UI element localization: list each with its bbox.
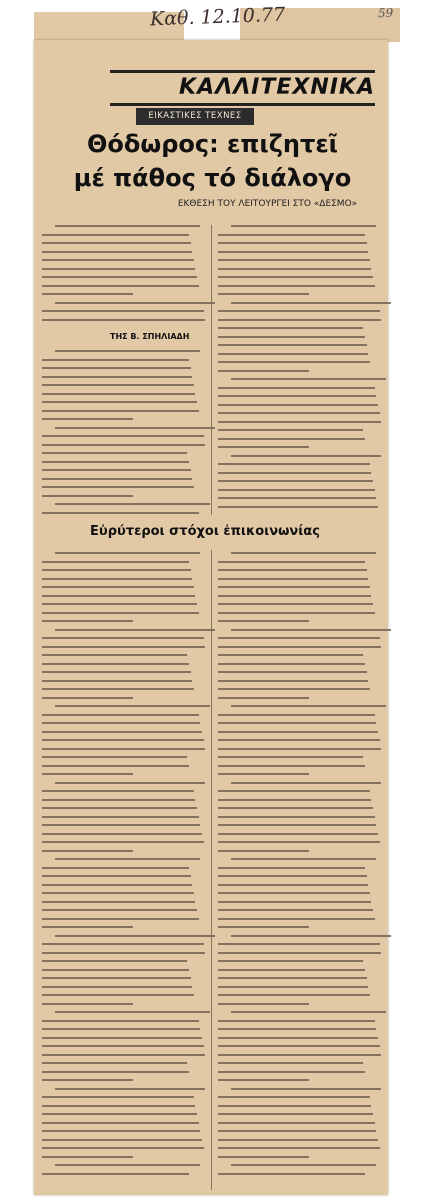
text-line — [218, 731, 378, 733]
column-divider-bottom — [211, 550, 212, 1190]
text-line — [42, 748, 205, 750]
text-line — [231, 378, 386, 380]
text-line — [42, 461, 189, 463]
text-line — [218, 310, 380, 312]
text-line — [218, 438, 365, 440]
text-line — [55, 350, 200, 352]
text-line — [42, 867, 189, 869]
text-line — [218, 1054, 381, 1056]
body-column-left-bottom — [42, 552, 207, 1181]
text-line — [42, 620, 133, 622]
text-line — [218, 370, 309, 372]
text-line — [55, 1164, 200, 1166]
text-line — [218, 463, 370, 465]
text-line — [218, 1096, 370, 1098]
text-line — [42, 435, 204, 437]
text-line — [218, 714, 375, 716]
text-line — [42, 909, 197, 911]
text-line — [218, 472, 371, 474]
text-line — [42, 595, 195, 597]
text-line — [42, 884, 192, 886]
text-line — [218, 595, 371, 597]
text-line — [218, 816, 375, 818]
text-line — [218, 892, 370, 894]
headline-line-1: Θόδωρος: επιζητεῖ — [86, 130, 339, 158]
text-line — [218, 293, 309, 295]
text-line — [218, 918, 375, 920]
text-line — [218, 875, 367, 877]
text-line — [218, 1147, 380, 1149]
text-line — [218, 506, 378, 508]
text-line — [42, 765, 189, 767]
text-line — [42, 1028, 200, 1030]
text-line — [218, 739, 380, 741]
body-column-right-top — [218, 225, 383, 514]
text-line — [231, 705, 386, 707]
text-line — [218, 336, 365, 338]
section-label: ΕΙΚΑΣΤΙΚΕΣ ΤΕΧΝΕΣ — [136, 108, 254, 125]
text-line — [42, 646, 205, 648]
handwritten-note: Καθ. 12.10.77 — [149, 3, 286, 31]
text-line — [218, 586, 370, 588]
text-line — [231, 302, 391, 304]
text-line — [218, 841, 380, 843]
text-line — [218, 646, 381, 648]
text-line — [218, 1062, 363, 1064]
text-line — [42, 1045, 204, 1047]
text-line — [218, 1079, 309, 1081]
text-line — [42, 486, 194, 488]
text-line — [218, 268, 371, 270]
text-line — [218, 799, 371, 801]
text-line — [42, 495, 133, 497]
text-line — [218, 497, 376, 499]
text-line — [218, 1020, 375, 1022]
text-line — [218, 285, 375, 287]
text-line — [218, 748, 381, 750]
text-line — [231, 1164, 376, 1166]
text-line — [218, 756, 363, 758]
text-line — [231, 858, 376, 860]
text-line — [218, 353, 368, 355]
text-line — [42, 756, 187, 758]
text-line — [42, 637, 204, 639]
section-banner: ΚΑΛΛΙΤΕΧΝΙΚΑ — [110, 70, 375, 106]
text-line — [218, 344, 367, 346]
text-line — [218, 251, 368, 253]
text-line — [218, 319, 381, 321]
text-line — [42, 807, 197, 809]
headline-line-2: μέ πάθος τό διάλογο — [73, 164, 352, 192]
text-line — [42, 1139, 202, 1141]
text-line — [218, 722, 376, 724]
text-line — [218, 242, 367, 244]
text-line — [218, 867, 365, 869]
article-byline: ΤΗΣ Β. ΣΠΗΛΙΑΔΗ — [110, 332, 190, 341]
text-line — [42, 1113, 197, 1115]
text-line — [42, 1037, 202, 1039]
text-line — [231, 782, 381, 784]
text-line — [42, 816, 199, 818]
text-line — [42, 680, 192, 682]
text-line — [218, 909, 373, 911]
text-line — [231, 552, 376, 554]
text-line — [231, 935, 391, 937]
text-line — [218, 1156, 309, 1158]
text-line — [42, 986, 192, 988]
text-line — [55, 782, 205, 784]
text-line — [218, 969, 365, 971]
text-line — [218, 395, 376, 397]
text-line — [42, 452, 187, 454]
text-line — [218, 977, 367, 979]
article-subtitle: ΕΚΘΕΣΗ ΤΟΥ ΛΕΙΤΟΥΡΓΕΙ ΣΤΟ «ΔΕΣΜΟ» — [177, 199, 358, 209]
body-column-left-mid — [42, 350, 207, 520]
text-line — [42, 722, 200, 724]
text-line — [42, 1105, 195, 1107]
article-subheading: Εὐρύτεροι στόχοι ἐπικοινωνίας — [90, 524, 320, 539]
text-line — [218, 412, 380, 414]
text-line — [42, 478, 192, 480]
text-line — [42, 731, 202, 733]
text-line — [42, 410, 199, 412]
text-line — [218, 569, 367, 571]
text-line — [42, 977, 191, 979]
text-line — [42, 234, 189, 236]
text-line — [42, 310, 204, 312]
text-line — [42, 1071, 189, 1073]
text-line — [218, 1037, 378, 1039]
text-line — [42, 739, 204, 741]
text-line — [42, 654, 187, 656]
text-line — [218, 790, 370, 792]
text-line — [42, 512, 199, 514]
text-line — [218, 421, 381, 423]
text-line — [42, 242, 191, 244]
text-line — [42, 875, 191, 877]
text-line — [231, 1011, 386, 1013]
text-line — [42, 850, 133, 852]
text-line — [218, 901, 371, 903]
text-line — [42, 444, 205, 446]
text-line — [42, 418, 133, 420]
text-line — [218, 1113, 373, 1115]
column-divider-top — [211, 225, 212, 515]
text-line — [218, 1139, 378, 1141]
text-line — [55, 1011, 210, 1013]
text-line — [42, 892, 194, 894]
text-line — [218, 773, 309, 775]
text-line — [218, 637, 380, 639]
text-line — [231, 629, 391, 631]
text-line — [218, 489, 375, 491]
text-line — [218, 926, 309, 928]
text-line — [42, 359, 189, 361]
text-line — [42, 1003, 133, 1005]
text-line — [42, 799, 195, 801]
text-line — [42, 663, 189, 665]
text-line — [218, 960, 363, 962]
text-line — [218, 765, 365, 767]
text-line — [42, 603, 197, 605]
text-line — [42, 1156, 133, 1158]
text-line — [55, 629, 215, 631]
text-line — [218, 480, 373, 482]
text-line — [218, 259, 370, 261]
text-line — [42, 276, 197, 278]
text-line — [55, 427, 215, 429]
text-line — [42, 586, 194, 588]
body-column-right-bottom — [218, 552, 383, 1181]
text-line — [218, 1045, 380, 1047]
text-line — [218, 446, 309, 448]
text-line — [218, 671, 367, 673]
text-line — [218, 1105, 371, 1107]
text-line — [42, 688, 194, 690]
text-line — [218, 620, 309, 622]
text-line — [42, 841, 204, 843]
text-line — [42, 401, 197, 403]
text-line — [42, 901, 195, 903]
text-line — [42, 1096, 194, 1098]
text-line — [218, 654, 363, 656]
text-line — [42, 285, 199, 287]
text-line — [231, 455, 381, 457]
text-line — [42, 293, 133, 295]
text-line — [218, 1173, 365, 1175]
text-line — [218, 429, 363, 431]
text-line — [42, 918, 199, 920]
text-line — [42, 1130, 200, 1132]
text-line — [55, 503, 210, 505]
text-line — [42, 969, 189, 971]
text-line — [42, 790, 194, 792]
text-line — [42, 469, 191, 471]
text-line — [218, 986, 368, 988]
text-line — [231, 1088, 381, 1090]
text-line — [218, 234, 365, 236]
text-line — [218, 1071, 365, 1073]
text-line — [42, 376, 192, 378]
text-line — [42, 268, 195, 270]
text-line — [218, 1003, 309, 1005]
text-line — [218, 824, 376, 826]
text-line — [42, 960, 187, 962]
text-line — [42, 1020, 199, 1022]
text-line — [42, 697, 133, 699]
text-line — [55, 225, 200, 227]
text-line — [55, 302, 215, 304]
text-line — [42, 833, 202, 835]
text-line — [42, 952, 205, 954]
text-line — [218, 387, 375, 389]
text-line — [42, 926, 133, 928]
text-line — [42, 773, 133, 775]
text-line — [42, 561, 189, 563]
text-line — [42, 1122, 199, 1124]
text-line — [42, 1079, 133, 1081]
text-line — [218, 943, 380, 945]
text-line — [218, 688, 370, 690]
text-line — [218, 680, 368, 682]
text-line — [218, 561, 365, 563]
text-line — [42, 714, 199, 716]
text-line — [218, 276, 373, 278]
handwritten-page-number: 59 — [377, 5, 394, 21]
text-line — [218, 833, 378, 835]
text-line — [42, 1147, 204, 1149]
text-line — [218, 884, 368, 886]
body-column-left-top — [42, 225, 207, 327]
text-line — [42, 943, 204, 945]
text-line — [218, 603, 373, 605]
text-line — [55, 552, 200, 554]
text-line — [218, 850, 309, 852]
text-line — [42, 259, 194, 261]
text-line — [55, 935, 215, 937]
text-line — [42, 251, 192, 253]
text-line — [42, 612, 199, 614]
text-line — [218, 807, 373, 809]
text-line — [218, 994, 370, 996]
text-line — [42, 384, 194, 386]
text-line — [42, 824, 200, 826]
text-line — [42, 994, 194, 996]
text-line — [231, 225, 376, 227]
text-line — [42, 569, 191, 571]
text-line — [42, 367, 191, 369]
text-line — [218, 612, 375, 614]
text-line — [42, 319, 205, 321]
text-line — [218, 952, 381, 954]
text-line — [218, 697, 309, 699]
text-line — [218, 327, 363, 329]
text-line — [218, 1130, 376, 1132]
text-line — [218, 404, 378, 406]
text-line — [42, 1062, 187, 1064]
text-line — [55, 705, 210, 707]
text-line — [42, 1173, 189, 1175]
text-line — [218, 361, 370, 363]
text-line — [55, 858, 200, 860]
text-line — [42, 1054, 205, 1056]
text-line — [218, 1028, 376, 1030]
text-line — [218, 578, 368, 580]
text-line — [218, 663, 365, 665]
text-line — [55, 1088, 205, 1090]
text-line — [218, 1122, 375, 1124]
text-line — [42, 578, 192, 580]
text-line — [42, 671, 191, 673]
text-line — [42, 393, 195, 395]
